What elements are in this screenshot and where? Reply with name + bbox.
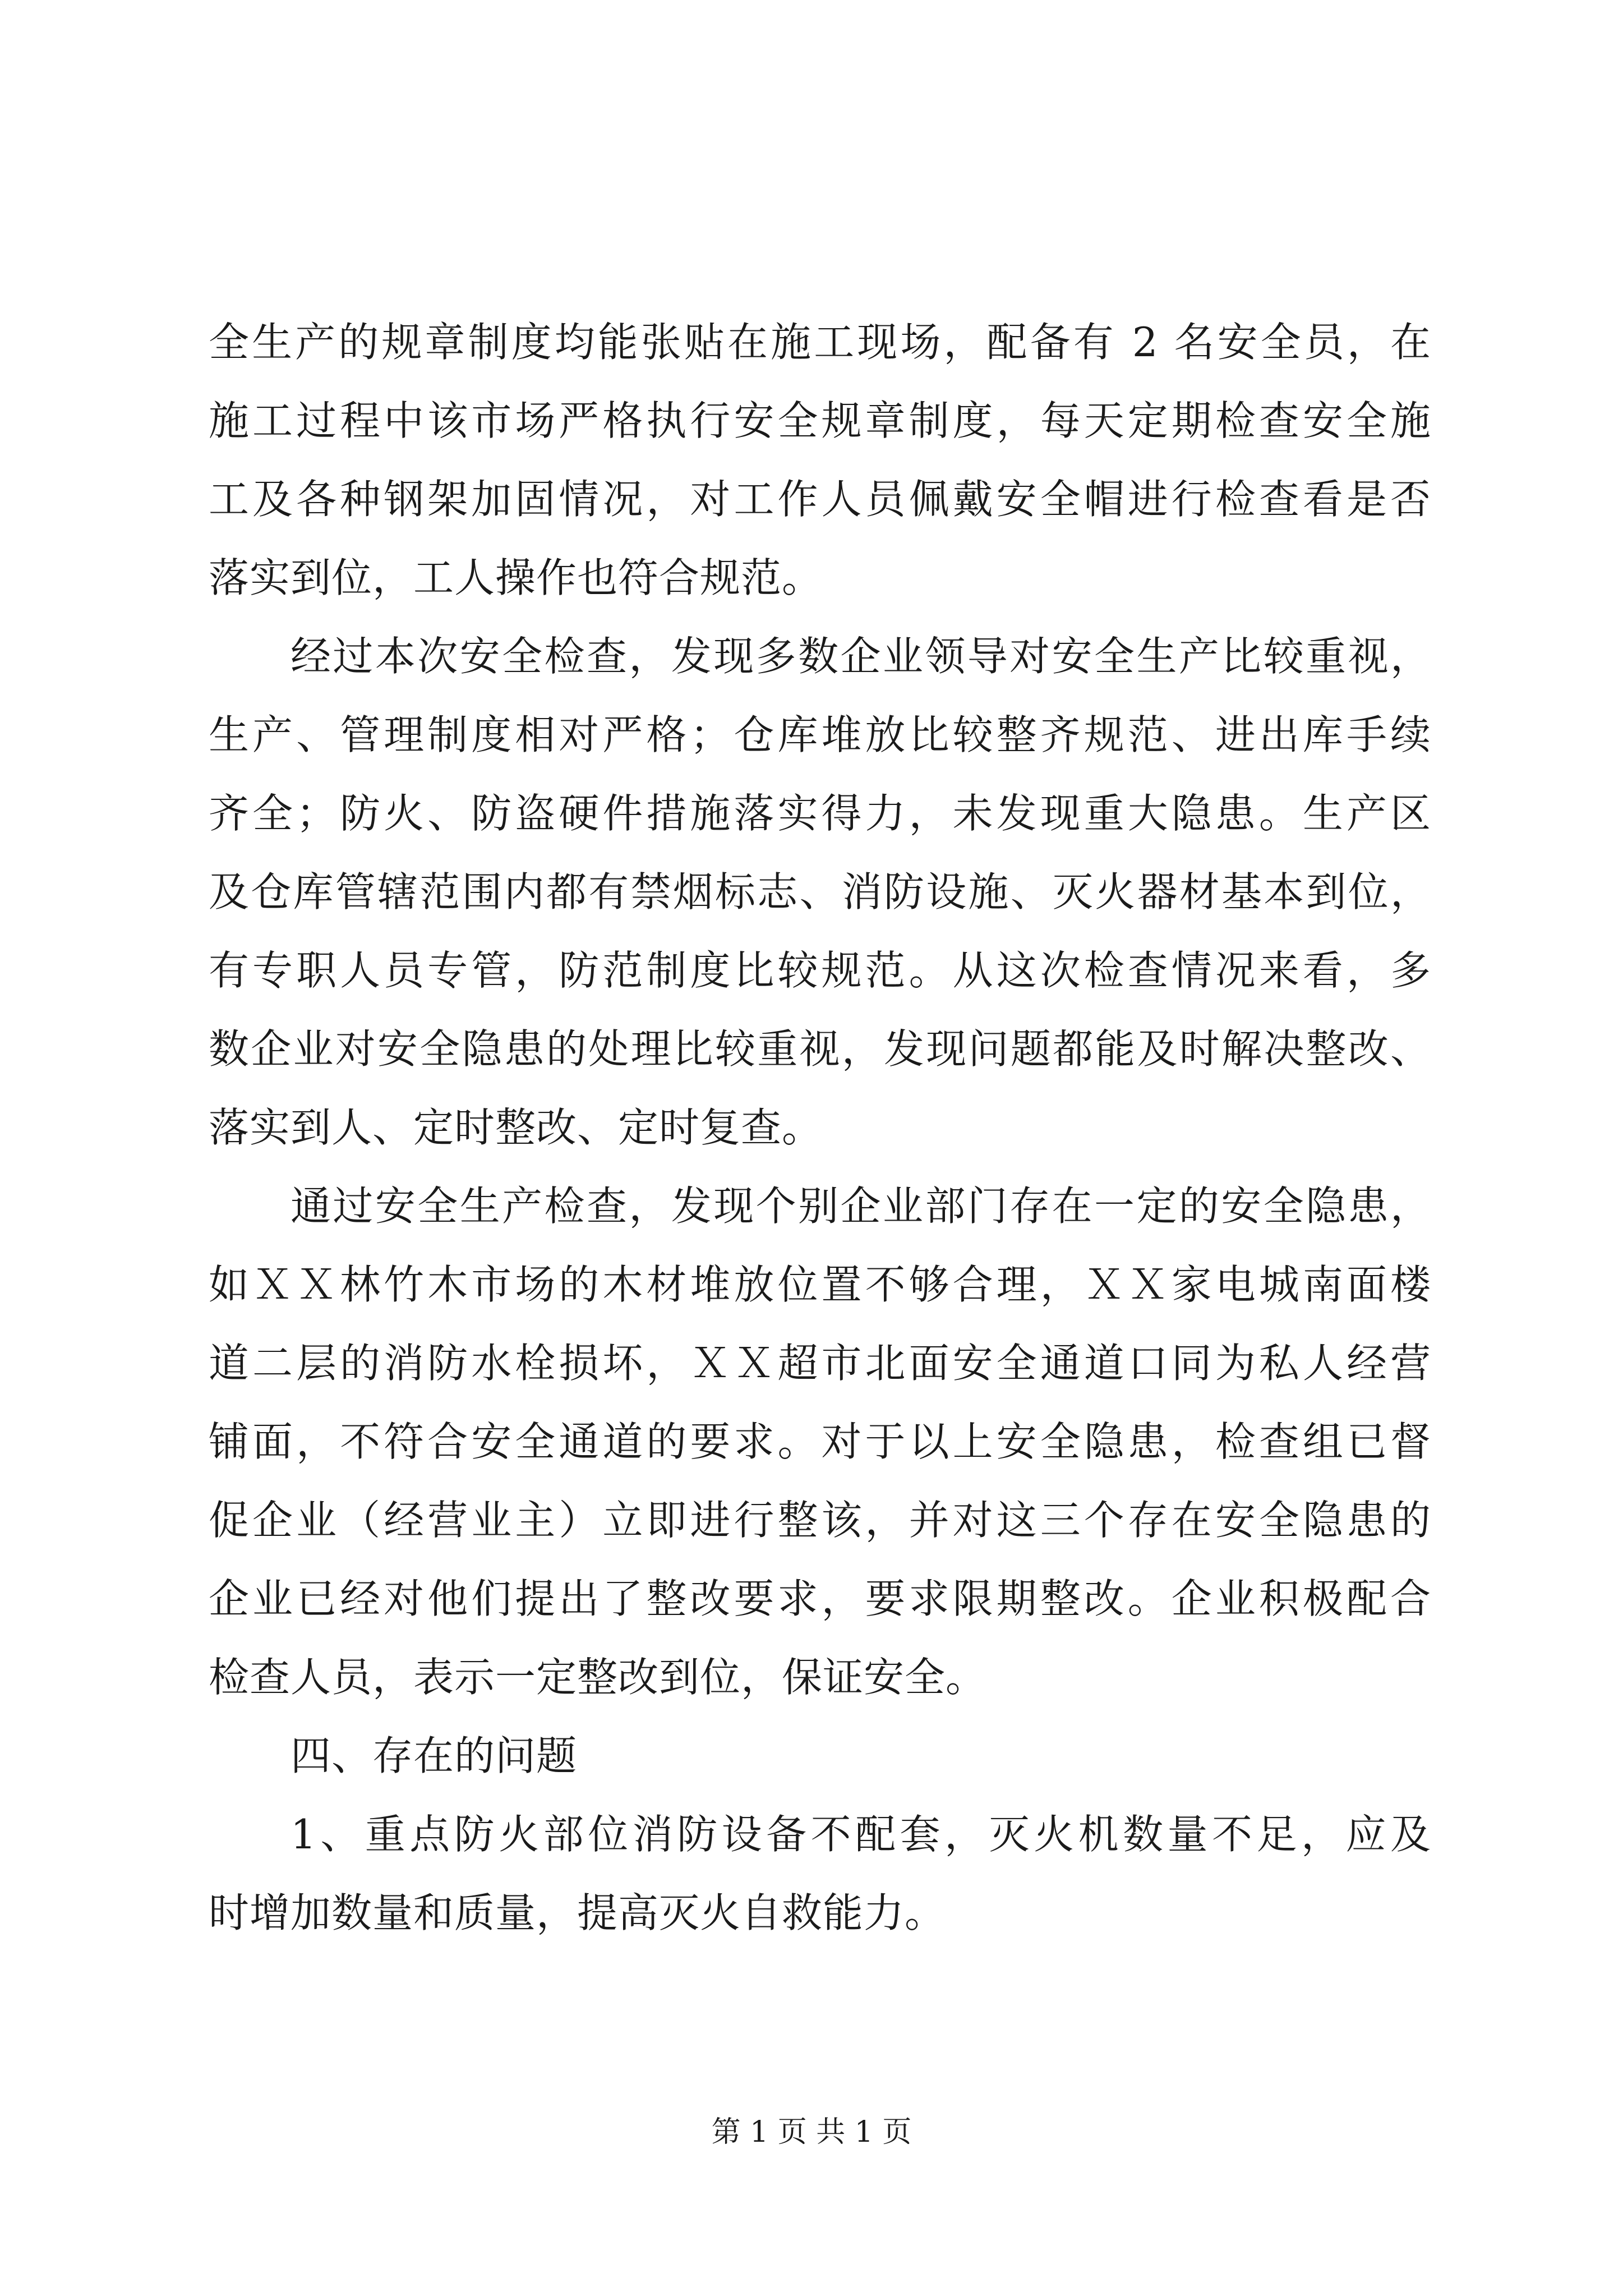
text-line: 促企业（经营业主）立即进行整该，并对这三个存在安全隐患的 bbox=[209, 1497, 1431, 1544]
text-line: 落实到人、定时整改、定时复查。 bbox=[209, 1104, 823, 1151]
paragraph-safety-rules bbox=[209, 303, 1431, 617]
text-line: 道二层的消防水栓损坏，ＸＸ超市北面安全通道口同为私人经营 bbox=[209, 1340, 1431, 1387]
paragraph-problem-1 bbox=[209, 1795, 1431, 1952]
paragraph-inspection-findings bbox=[209, 617, 1431, 1167]
text-line: 生产、管理制度相对严格；仓库堆放比较整齐规范、进出库手续 bbox=[209, 711, 1431, 758]
text-line: 齐全；防火、防盗硬件措施落实得力，未发现重大隐患。生产区 bbox=[209, 790, 1431, 837]
text-line: 通过安全生产检查，发现个别企业部门存在一定的安全隐患， bbox=[291, 1182, 1431, 1230]
text-line: 检查人员，表示一定整改到位，保证安全。 bbox=[209, 1654, 987, 1701]
text-line: 全生产的规章制度均能张贴在施工现场，配备有 2 名安全员，在 bbox=[209, 319, 1431, 366]
text-line: 如ＸＸ林竹木市场的木材堆放位置不够合理，ＸＸ家电城南面楼 bbox=[209, 1261, 1431, 1308]
text-line: 有专职人员专管，防范制度比较规范。从这次检查情况来看，多 bbox=[209, 947, 1431, 994]
text-line: 1、重点防火部位消防设备不配套，灭火机数量不足，应及 bbox=[291, 1811, 1431, 1858]
text-line: 及仓库管辖范围内都有禁烟标志、消防设施、灭火器材基本到位， bbox=[209, 868, 1431, 915]
section-heading: 四、存在的问题 bbox=[291, 1732, 578, 1779]
section-heading-problems bbox=[209, 1717, 1431, 1795]
text-line: 铺面，不符合安全通道的要求。对于以上安全隐患，检查组已督 bbox=[209, 1418, 1431, 1465]
paragraph-hazards bbox=[209, 1167, 1431, 1717]
page-footer: 第 1 页 共 1 页 bbox=[711, 2115, 912, 2149]
text-line: 数企业对安全隐患的处理比较重视，发现问题都能及时解决整改、 bbox=[209, 1025, 1431, 1073]
text-line: 时增加数量和质量，提高灭火自救能力。 bbox=[209, 1889, 946, 1936]
text-line: 企业已经对他们提出了整改要求，要求限期整改。企业积极配合 bbox=[209, 1575, 1431, 1622]
text-line: 落实到位，工人操作也符合规范。 bbox=[209, 554, 823, 601]
text-line: 工及各种钢架加固情况，对工作人员佩戴安全帽进行检查看是否 bbox=[209, 476, 1431, 523]
text-line: 经过本次安全检查，发现多数企业领导对安全生产比较重视， bbox=[291, 633, 1431, 680]
text-line: 施工过程中该市场严格执行安全规章制度，每天定期检查安全施 bbox=[209, 397, 1431, 444]
document-body bbox=[209, 303, 1431, 1952]
